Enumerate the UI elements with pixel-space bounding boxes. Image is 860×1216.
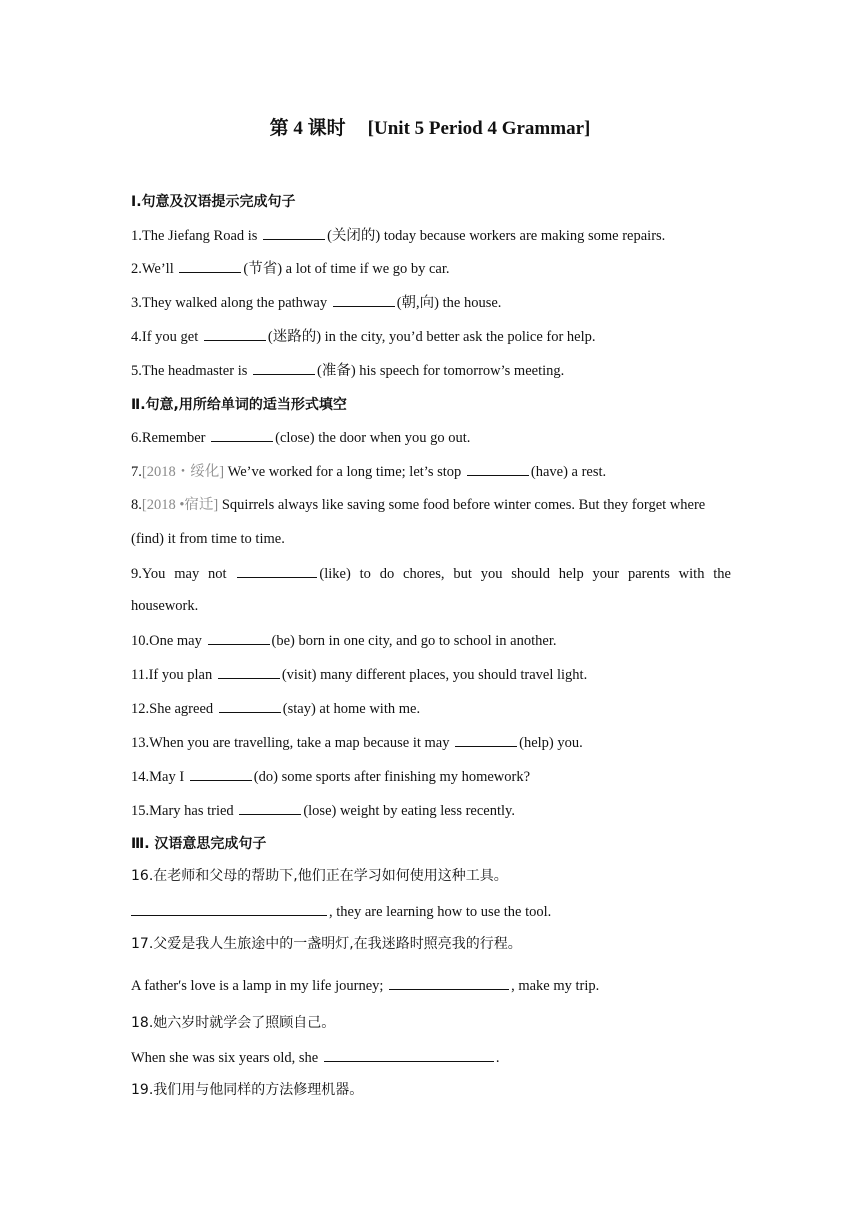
- section-3-heading: Ⅲ. 汉语意思完成句子: [131, 836, 267, 852]
- lesson-topic: [Unit 5 Period 4 Grammar]: [367, 118, 591, 139]
- page-title: [0, 113, 860, 140]
- answer-blank[interactable]: [211, 427, 273, 442]
- question-source: [2018・绥化]: [141, 464, 225, 480]
- answer-blank[interactable]: [218, 664, 280, 679]
- question-4: 4.If you get (迷路的) in the city, you’d better ask the police for help.: [131, 326, 731, 347]
- section-2-heading: Ⅱ.句意,用所给单词的适当形式填空: [131, 397, 347, 413]
- answer-blank[interactable]: [324, 1047, 494, 1062]
- answer-blank[interactable]: [179, 258, 241, 273]
- question-7: 7.[2018・绥化] We’ve worked for a long time; let’s stop (have) a rest.: [131, 461, 731, 482]
- answer-blank[interactable]: [190, 766, 252, 781]
- question-9-continued: housework.: [131, 598, 199, 614]
- question-18-answer: When she was six years old, she .: [131, 1047, 731, 1068]
- question-8-continued: (find) it from time to time.: [131, 531, 285, 547]
- answer-blank[interactable]: [219, 698, 281, 713]
- question-1: 1.The Jiefang Road is (关闭的) today because workers are making some repairs.: [131, 225, 731, 246]
- question-11: 11.If you plan (visit) many different places, you should travel light.: [131, 664, 731, 685]
- question-source: [2018 •宿迁]: [141, 497, 219, 513]
- question-14: 14.May I (do) some sports after finishing my homework?: [131, 766, 731, 787]
- answer-blank[interactable]: [208, 630, 270, 645]
- answer-blank[interactable]: [253, 360, 315, 375]
- section-1-heading: Ⅰ.句意及汉语提示完成句子: [131, 194, 296, 210]
- lesson-number: 第 4 课时: [269, 118, 346, 139]
- answer-blank[interactable]: [237, 563, 317, 578]
- question-17-answer: A father′s love is a lamp in my life journey; , make my trip.: [131, 975, 731, 996]
- answer-blank[interactable]: [263, 225, 325, 240]
- answer-blank[interactable]: [455, 732, 517, 747]
- question-12: 12.She agreed (stay) at home with me.: [131, 698, 731, 719]
- answer-blank[interactable]: [239, 800, 301, 815]
- question-9: 9.You may not (like) to do chores, but you should help your parents with the: [131, 563, 731, 584]
- question-18-chinese: 18.她六岁时就学会了照顾自己。: [131, 1015, 336, 1031]
- answer-blank[interactable]: [204, 326, 266, 341]
- answer-blank[interactable]: [467, 461, 529, 476]
- question-8: 8.[2018 •宿迁] Squirrels always like saving some food before winter comes. But they forget where: [131, 497, 706, 513]
- question-16-chinese: 16.在老师和父母的帮助下,他们正在学习如何使用这种工具。: [131, 868, 508, 884]
- answer-blank[interactable]: [131, 901, 327, 916]
- question-19-chinese: 19.我们用与他同样的方法修理机器。: [131, 1082, 364, 1098]
- question-3: 3.They walked along the pathway (朝,向) the house.: [131, 292, 731, 313]
- answer-blank[interactable]: [389, 975, 509, 990]
- question-16-answer: , they are learning how to use the tool.: [131, 901, 731, 922]
- question-13: 13.When you are travelling, take a map because it may (help) you.: [131, 732, 731, 753]
- answer-blank[interactable]: [333, 292, 395, 307]
- question-17-chinese: 17.父爱是我人生旅途中的一盏明灯,在我迷路时照亮我的行程。: [131, 936, 522, 952]
- question-6: 6.Remember (close) the door when you go out.: [131, 427, 731, 448]
- question-2: 2.We’ll (节省) a lot of time if we go by car.: [131, 258, 731, 279]
- question-10: 10.One may (be) born in one city, and go to school in another.: [131, 630, 731, 651]
- question-5: 5.The headmaster is (准备) his speech for tomorrow’s meeting.: [131, 360, 731, 381]
- question-15: 15.Mary has tried (lose) weight by eating less recently.: [131, 800, 731, 821]
